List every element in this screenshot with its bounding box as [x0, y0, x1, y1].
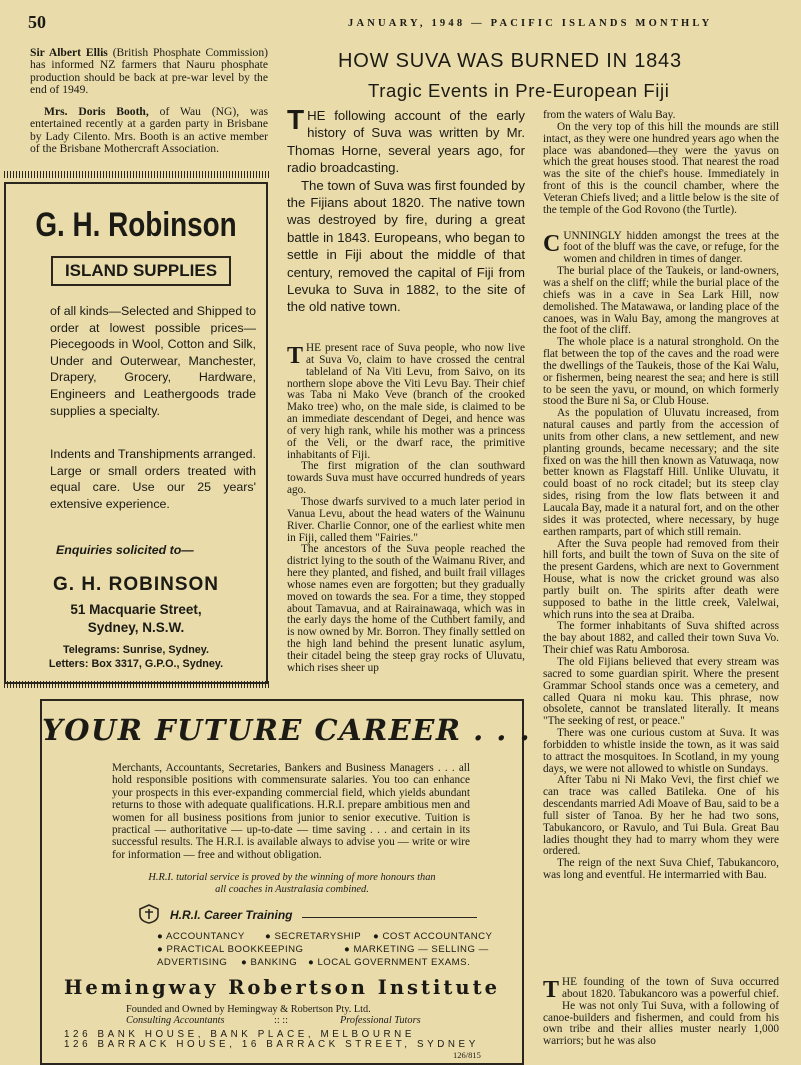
article-paragraph: The ancestors of the Suva people reached the district lying to the south of the Waimanu River, and here they planted, and fished, and built frail villages whose names even are forgotten; but they gradually moved on towards the sea. For a time, they stopped about Tamavua, and at Rairainawaqa, which was in the early days the home of the Cuthbert family, and is now owned by Mr. Borron. They finally settled on the high land behind the present lunatic asylum, their citadel being the steep gray rocks of Uluvatu, which rises sheer up — [287, 543, 525, 674]
advertiser-name: G. H. Robinson — [35, 206, 237, 244]
article-paragraph: The old Fijians believed that every stream was sacred to some guardian spirit. Where the present Grammar School stands once was a cemetery, and called Quara ni moku kau. This phrase, now obsolete, cannot be translated literally. It means "The seeking of rest, or peace." — [543, 655, 779, 728]
career-headline: YOUR FUTURE CAREER . . . — [42, 713, 532, 747]
ad-city: Sydney, N.S.W. — [87, 620, 185, 635]
article-paragraph: from the waters of Walu Bay. — [543, 109, 676, 121]
news-text: of Wau (NG), was entertained recently at a garden party in Brisbane by Lady Cilento. Mrs. Booth is an active member of the Brisbane Mothercraft Association. — [30, 105, 268, 156]
ad-reference: 126/815 — [453, 1050, 481, 1060]
subject-item: ● BANKING — [241, 957, 298, 968]
article-column-right-end — [543, 977, 779, 1048]
divider — [302, 917, 477, 918]
address-sydney: 126 BARRACK HOUSE, 16 BARRACK STREET, SYDNEY — [64, 1039, 479, 1050]
separator-colons: :: :: — [274, 1015, 289, 1026]
news-lead: Sir Albert Ellis — [30, 46, 108, 59]
article-paragraph: The burial place of the Taukeis, or land-owners, was a shelf on the cliff; while the burial place of the chiefs was in a cave in Sea Lark Hill, now demolished. The Matawawa, or landing place of the canoes, was in Walu Bay, among the mangroves at the foot of the cliff. — [543, 265, 779, 337]
robinson-advertisement — [4, 182, 268, 684]
drop-cap: T — [543, 977, 560, 1003]
intro-paragraph: The town of Suva was first founded by the Fijians about 1820. The native town was destroyed by fire, during a great battle in 1843. Europeans, who began to settle in Fiji about the middle of that century, removed the capital of Fiji from Levuka to Suva in 1882, to the site of the old native town. — [287, 177, 525, 315]
career-advertisement — [40, 699, 532, 1065]
news-item-ellis — [30, 47, 268, 96]
article-paragraph: On the very top of this hill the mounds are still intact, as they were one hundred years ago when the place was abandoned—they were the yavus on which the great houses stood. That nearest the road was the site of the chief's house. Immediately in front of this is the council chamber, where the Veteran Chiefs lived; and a little below is the site of the temple of the God Rovono (the Turtle). — [543, 120, 779, 216]
article-paragraph: THE founding of the town of Suva occurred about 1820. Tabukancoro was a powerful chief. He was not only Tui Suva, with a following of canoe-builders and fishermen, and could from his own tribe and their allies muster nearly 1,000 warriors; but he was also — [543, 976, 779, 1048]
article-paragraph: The reign of the next Suva Chief, Tabukancoro, was long and eventful. He intermarried with Bau. — [543, 857, 779, 882]
article-intro — [287, 104, 525, 316]
article-paragraph: THE present race of Suva people, who now live at Suva Vo, claim to have crossed the central tableland of Na Viti Levu, from Saivo, on its northern slope above the Viti Levu Bay. Their chief was Taba ni Mako Veve (branch of the crooked Mako tree) who, on the male side, is claimed to be an immediate descendant of Degei, and hence was of very high rank, while his mother was a princess of the Veli, or the dwarf race, the primitive inhabitants of Fiji. — [287, 342, 525, 461]
subject-item: ● LOCAL GOVERNMENT EXAMS. — [308, 957, 471, 968]
subject-item: ● ACCOUNTANCY — [157, 931, 245, 942]
article-paragraph: Those dwarfs survived to a much later period in Vanua Levu, about the head waters of the Wainunu River. Charlie Connor, one of the earliest white men in Fiji, called them "Fairies." — [287, 495, 525, 544]
article-paragraph: After the Suva people had removed from their hill forts, and built the town of Suva on the site of the present Gardens, which are next to Government House, what is now the cricket ground was also partly built on. The spirits after death were supposed to bathe in the little creek, Valelwai, which runs into the sea at Draiba. — [543, 537, 779, 621]
divider — [4, 171, 269, 178]
career-tutorial-note: H.R.I. tutorial service is proved by the winning of more honours than all coaches in Australasia combined. — [148, 872, 436, 895]
article-column-middle — [287, 343, 525, 675]
institute-founded: Founded and Owned by Hemingway & Robertson Pty. Ltd. — [126, 1004, 371, 1015]
running-title: JANUARY, 1948 — PACIFIC ISLANDS MONTHLY — [348, 18, 713, 29]
ad-description: of all kinds—Selected and Shipped to order at lowest possible prices—Piecegoods in Wool, Cotton and Silk, Under and Outerwear, Manchester, Drapery, Grocery, Hardware, Engineers and Leathergoods trade supplies a specialty. — [50, 304, 256, 418]
divider — [4, 681, 269, 688]
hri-crest-icon — [138, 904, 160, 924]
ad-description-2: Indents and Transhipments arranged. Large or small orders treated with equal care. Use our 25 years' extensive experience. — [50, 447, 256, 511]
ad-enquiries: Enquiries solicited to— — [56, 543, 194, 557]
page-number: 50 — [28, 12, 46, 32]
drop-cap: C — [543, 230, 561, 257]
article-paragraph: There was one curious custom at Suva. It was forbidden to whistle inside the town, as it was said to attract the mosquitoes. In Scotland, in my young days, we were not allowed to whistle on Sundays. — [543, 727, 779, 775]
subject-item: ● SECRETARYSHIP — [265, 931, 362, 942]
ad-contact-name: G. H. ROBINSON — [52, 574, 219, 595]
news-lead: Mrs. Doris Booth, — [44, 105, 149, 119]
address-melbourne: 126 BANK HOUSE, BANK PLACE, MELBOURNE — [64, 1029, 415, 1040]
career-body: Merchants, Accountants, Secretaries, Bankers and Business Managers . . . all hold responsible positions with commensurate salaries. You too can enhance your prospects in this ever-expanding commercial field, which yields abundant returns to those with adequate qualifications. H.R.I. prepare ambitious men and women for all business positions from junior to senior executive. Tuition is practical — authoritative — up-to-date — time saving . . . and certain in its successful results. The H.R.I. is available always to advise you — write or wire for information — free and without obligation. — [112, 762, 470, 861]
article-paragraph: After Tabu ni Ni Mako Vevi, the first chief we can trace was called Batileka. One of his descendants married Adi Moave of Bau, said to be a full sister of Tanoa. By her he had two sons, Tabukancoro, or Ravulo, and Tui Bula. Great Bau ladies thought they had to marry whom they were ordered. — [543, 774, 779, 858]
career-training-label: H.R.I. Career Training — [170, 908, 293, 922]
professional-label: Professional Tutors — [340, 1015, 421, 1026]
article-paragraph: The first migration of the clan southward towards Suva must have occurred hundreds of years ago. — [287, 460, 525, 497]
subject-item: ● MARKETING — SELLING — — [344, 944, 489, 955]
article-paragraph: CUNNINGLY hidden amongst the trees at the foot of the bluff was the cave, or refuge, for the women and children in times of danger. — [543, 229, 779, 266]
subject-item: ● COST ACCOUNTANCY — [373, 931, 493, 942]
intro-paragraph: THE following account of the early history of Suva was written by Mr. Thomas Horne, several years ago, for radio broadcasting. — [287, 104, 525, 176]
consulting-label: Consulting Accountants — [126, 1015, 225, 1026]
institute-name: Hemingway Robertson Institute — [63, 976, 500, 999]
news-text: (British Phosphate Commission) has informed NZ farmers that Nauru phosphate production should be back at pre-war level by the end of 1949. — [30, 46, 268, 96]
article-title: HOW SUVA WAS BURNED IN 1843 — [338, 50, 682, 72]
article-subtitle: Tragic Events in Pre-European Fiji — [368, 80, 670, 101]
article-paragraph: As the population of Uluvatu increased, from natural causes and partly from the accession of units from other clans, a new settlement, and new planting grounds, became necessary; and the site fixed on was the hill then known as Vatuwaqa, now better known as Flagstaff Hill. Unlike Uluvatu, it could boast of no rock citadel; but its steep clay sides, rising from the low flats between it and Laucala Bay, made it a natural fort, and on the other sides it was protected, where necessary, by huge earthen ramparts, part of which still remain. — [543, 407, 779, 538]
drop-cap: T — [287, 104, 305, 135]
news-item-booth — [30, 106, 268, 155]
article-paragraph: The former inhabitants of Suva shifted across the bay about 1882, and called their town Suva Vo. Their chief was Ratu Amborosa. — [543, 620, 779, 657]
article-column-right — [543, 110, 779, 882]
article-paragraph: The whole place is a natural stronghold. On the flat between the top of the caves and the road were the dwellings of the Taukeis, those of the Kai Walu, or fishermen, being nearest the sea; and here is still to be seen the yavu, or mound, on which formerly stood the Bure ni Sa, or Club House. — [543, 336, 779, 408]
subject-item: ADVERTISING — [157, 957, 228, 968]
news-briefs — [30, 47, 268, 155]
ad-street: 51 Macquarie Street, — [70, 602, 202, 617]
subject-item: ● PRACTICAL BOOKKEEPING — [157, 944, 304, 955]
ad-telegrams: Telegrams: Sunrise, Sydney. — [62, 644, 209, 656]
drop-cap: T — [287, 343, 304, 369]
ad-letters: Letters: Box 3317, G.P.O., Sydney. — [48, 658, 224, 670]
advertiser-subtitle: ISLAND SUPPLIES — [51, 256, 231, 286]
